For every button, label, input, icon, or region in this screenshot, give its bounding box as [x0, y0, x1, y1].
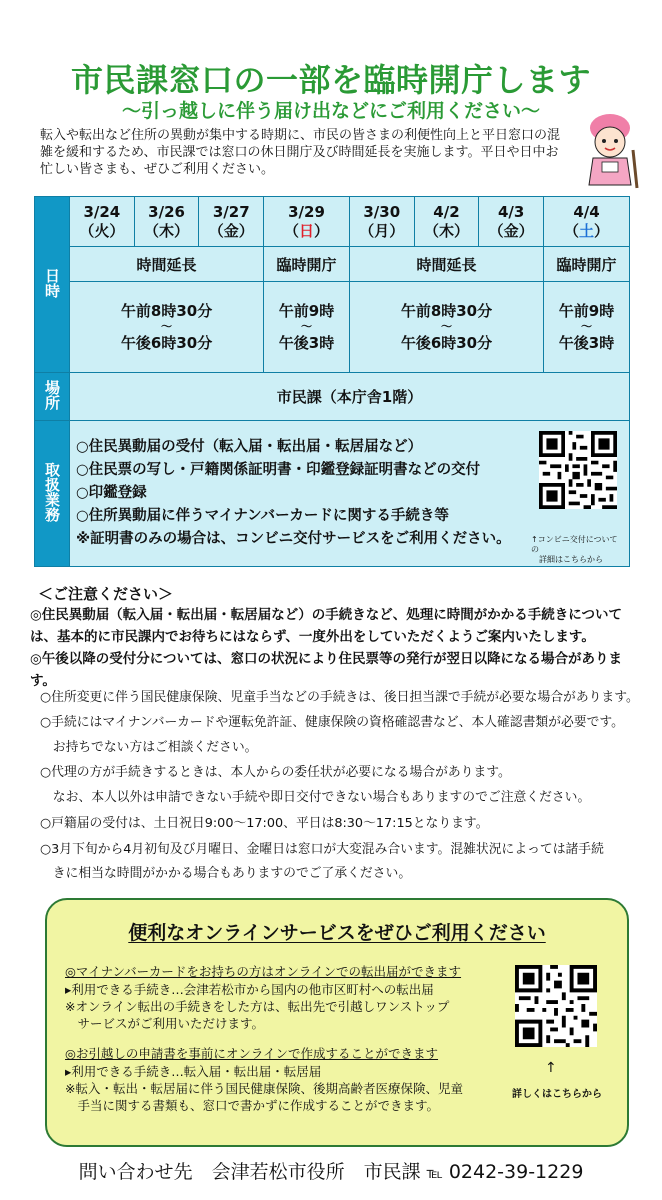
duty-item: ○印鑑登録: [76, 485, 147, 501]
qr-code-online-services[interactable]: [515, 965, 597, 1047]
online-section-2-line: 手当に関する書類も、窓口で書かずに作成することができます。: [65, 1098, 440, 1113]
kind-cell: 時間延長: [349, 247, 543, 282]
mascot-illustration: [575, 110, 645, 190]
kind-cell: 臨時開庁: [264, 247, 350, 282]
kind-cell: 臨時開庁: [544, 247, 630, 282]
date-cell: 3/30 （月）: [349, 197, 414, 247]
notice-item: ○住所変更に伴う国民健康保険、児童手当などの手続きは、後日担当課で手続が必要な場合があります。: [40, 690, 639, 705]
online-services-box: [45, 898, 629, 1147]
date-cell: 3/26 （木）: [134, 197, 199, 247]
duty-item: ○住民票の写し・戸籍関係証明書・印鑑登録証明書などの交付: [76, 462, 481, 478]
arrow-up-icon: ↑: [545, 1060, 557, 1076]
date-cell: 3/27 （金）: [199, 197, 264, 247]
notice-bold-2: ◎午後以降の受付分については、窓口の状況により住民票等の発行が翌日以降になる場合があります。: [30, 651, 623, 689]
label-datetime: 日時: [35, 197, 70, 373]
notice-item: なお、本人以外は申請できない手続や即日交付できない場合もありますのでご注意ください。: [40, 790, 591, 805]
online-section-1-title: ◎マイナンバーカードをお持ちの方はオンラインでの転出届ができます: [65, 964, 462, 979]
time-cell: 午前8時30分 ～ 午後6時30分: [70, 282, 264, 373]
notice-item: お持ちでない方はご相談ください。: [40, 740, 258, 755]
page-title: 市民課窓口の一部を臨時開庁します: [70, 61, 591, 99]
duty-item: ○住所異動届に伴うマイナンバーカードに関する手続き等: [76, 508, 449, 524]
page-subtitle: ～引っ越しに伴う届け出などにご利用ください～: [121, 100, 540, 122]
phone-icon: ℡: [426, 1164, 443, 1182]
time-cell: 午前8時30分 ～ 午後6時30分: [349, 282, 543, 373]
online-section-2-line: ▸利用できる手続き…転入届・転出届・転居届: [65, 1064, 322, 1079]
online-section-1-line: ▸利用できる手続き…会津若松市から国内の他市区町村への転出届: [65, 982, 434, 997]
date-cell: 4/2 （木）: [414, 197, 479, 247]
date-cell: 4/4 （土）: [544, 197, 630, 247]
place-cell: 市民課（本庁舎1階）: [70, 373, 630, 421]
notice-bold-1: ◎住民異動届（転入届・転出届・転居届など）の手続きなど、処理に時間がかかる手続きについては、基本的に市民課内でお待ちにはならず、一度外出をしていただくようご案内いたします。: [30, 607, 623, 645]
kind-cell: 時間延長: [70, 247, 264, 282]
duty-note: ※証明書のみの場合は、コンビニ交付サービスをご利用ください。: [76, 531, 511, 547]
online-section-2-line: ※転入・転出・転居届に伴う国民健康保険、後期高齢者医療保険、児童: [65, 1081, 463, 1096]
qr-caption-convenience: ↑コンビニ交付についての 詳細はこちらから: [531, 535, 618, 564]
schedule-table: [34, 196, 630, 567]
label-duties: 取扱業務: [35, 421, 70, 567]
notice-item: ○戸籍届の受付は、土日祝日9:00～17:00、平日は8:30～17:15となります。: [40, 816, 489, 831]
notice-item: ○代理の方が手続きするときは、本人からの委任状が必要になる場合があります。: [40, 765, 511, 780]
qr-caption-online: 詳しくはこちらから: [512, 1089, 602, 1100]
qr-code-convenience-store[interactable]: [539, 431, 617, 509]
time-cell: 午前9時 ～ 午後3時: [544, 282, 630, 373]
label-place: 場所: [35, 373, 70, 421]
time-cell: 午前9時 ～ 午後3時: [264, 282, 350, 373]
notice-item: ○3月下旬から4月初旬及び月曜日、金曜日は窓口が大変混み合います。混雑状況によっては諸手続: [40, 842, 604, 857]
online-section-1-line: サービスがご利用いただけます。: [65, 1016, 265, 1031]
contact-footer: 問い合わせ先 会津若松市役所 市民課 ℡ 0242-39-1229: [78, 1161, 584, 1183]
notice-item: ○手続にはマイナンバーカードや運転免許証、健康保険の資格確認書など、本人確認書類が必要です。: [40, 715, 624, 730]
date-cell: 4/3 （金）: [479, 197, 544, 247]
intro-text: 転入や転出など住所の異動が集中する時期に、市民の皆さまの利便性向上と平日窓口の混雑を緩和するため、市民課では窓口の休日開庁及び時間延長を実施します。平日や日中お忙しい皆さまも、ぜひご利用ください。: [40, 128, 561, 177]
online-section-1-line: ※オンライン転出の手続きをした方は、転出先で引越しワンストップ: [65, 999, 450, 1014]
duty-item: ○住民異動届の受付（転入届・転出届・転居届など）: [76, 439, 423, 455]
notice-item: きに相当な時間がかかる場合もありますのでご了承ください。: [40, 866, 412, 881]
notice-heading: ＜ご注意ください＞: [38, 585, 174, 603]
online-heading: 便利なオンラインサービスをぜひご利用ください: [128, 922, 546, 944]
phone-number[interactable]: 0242-39-1229: [448, 1161, 584, 1183]
duties-cell: [70, 421, 630, 567]
online-section-2-title: ◎お引越しの申請書を事前にオンラインで作成することができます: [65, 1046, 439, 1061]
date-cell: 3/24 （火）: [70, 197, 135, 247]
date-cell: 3/29 （日）: [264, 197, 350, 247]
